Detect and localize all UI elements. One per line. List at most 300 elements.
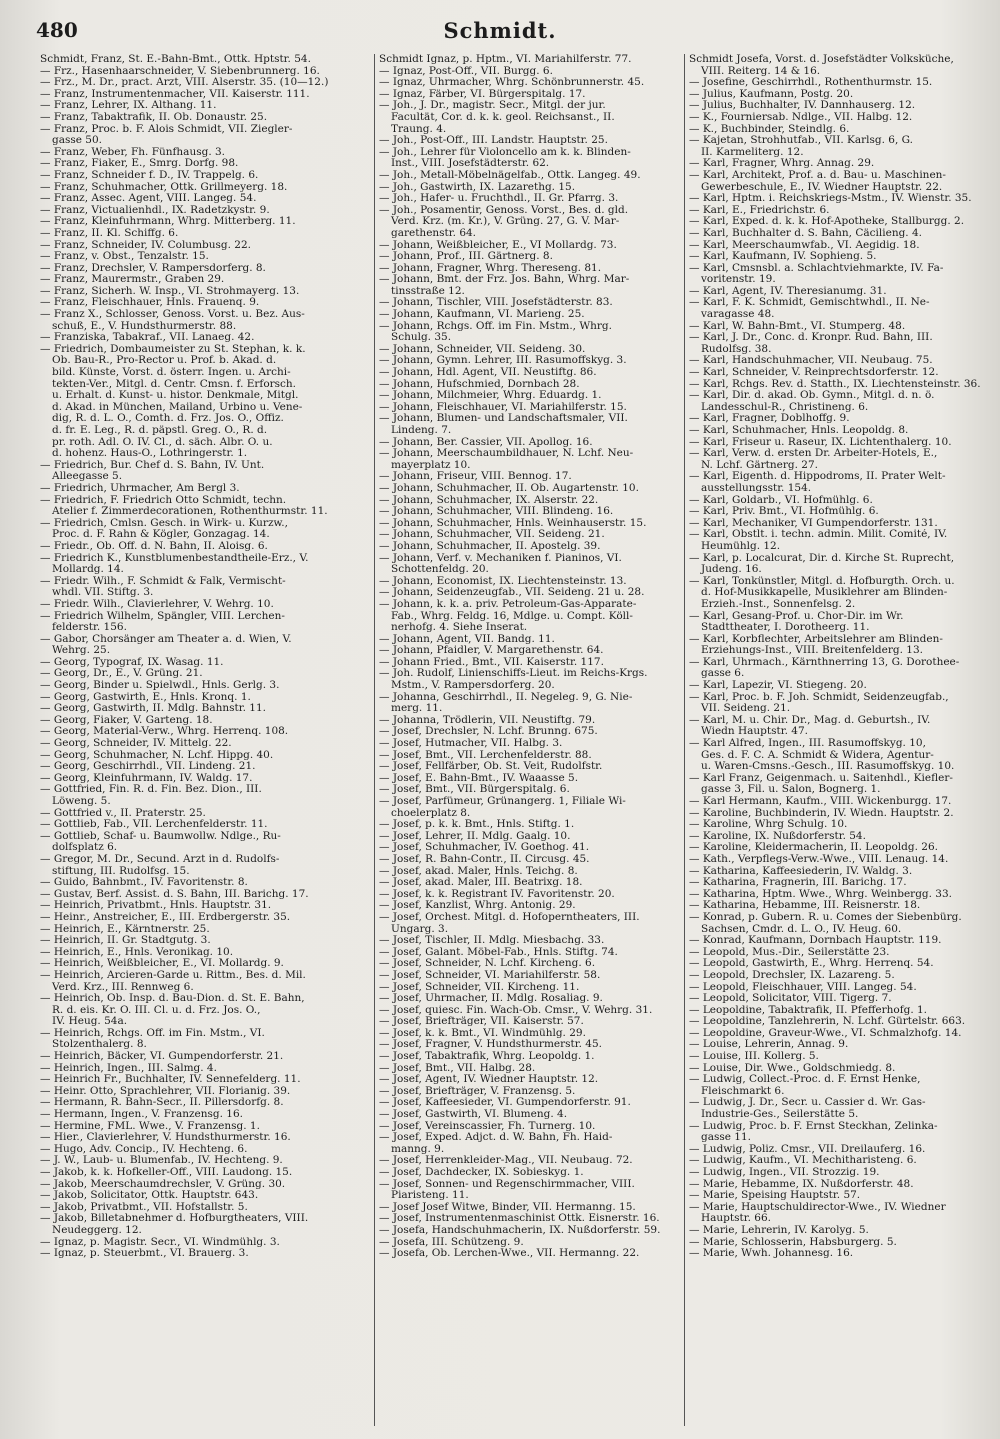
directory-entry-continuation: Erzieh.-Inst., Sonnenfelsg. 2.: [701, 598, 856, 610]
directory-entry: — Josef, Kanzlist, Whrg. Antonig. 29.: [379, 900, 576, 912]
directory-entry: — Josef, Parfümeur, Grünangerg. 1, Filiale Wi-: [379, 796, 626, 807]
directory-entry: — Franz, v. Obst., Tenzalstr. 15.: [40, 251, 209, 263]
directory-entry-continuation: stiftung, III. Rudolfsg. 15.: [52, 865, 190, 877]
directory-entry: — Heinrich, Arcieren-Garde u. Rittm., Bes. d. Mil.: [40, 969, 306, 981]
directory-entry: — Johann Fried., Bmt., VII. Kaiserstr. 117.: [379, 656, 604, 668]
directory-entry: — Frz., M. Dr., pract. Arzt, VIII. Alserstr. 35. (10—12.): [40, 77, 329, 89]
directory-entry: — Friedrich, Bur. Chef d. S. Bahn, IV. Unt.: [40, 459, 265, 471]
directory-entry: — Franz, Assec. Agent, VIII. Langeg. 54.: [40, 193, 257, 205]
directory-entry: — K., Fourniersab. Ndlge., VII. Halbg. 12.: [689, 111, 913, 123]
directory-entry: — Joh., Gastwirth, IX. Lazarethg. 15.: [379, 181, 576, 193]
directory-entry: — Marie, Speising Hauptstr. 57.: [689, 1190, 861, 1202]
directory-entry: — Heinr., Anstreicher, E., III. Erdbergerstr. 35.: [40, 911, 291, 923]
directory-entry: — Heinrich, Ob. Insp. d. Bau-Dion. d. St. E. Bahn,: [40, 993, 305, 1005]
directory-entry-continuation: tinsstraße 12.: [391, 285, 465, 297]
directory-entry: — Karl, Korbflechter, Arbeitslehrer am Blinden-: [689, 633, 943, 645]
directory-entry: — J. W., Laub- u. Blumenfab., IV. Hechteng. 9.: [40, 1155, 283, 1167]
directory-entry: — Karl, Rchgs. Rev. d. Statth., IX. Liechtensteinstr. 36.: [689, 378, 981, 390]
directory-entry: — Josef, Galant. Möbel-Fab., Hnls. Stiftg. 74.: [379, 946, 618, 958]
directory-entry: — Franz, Lehrer, IX. Althang. 11.: [40, 100, 217, 112]
directory-entry: — Josef, Bmt., VII. Halbg. 28.: [379, 1062, 536, 1074]
directory-entry: — Franz, Proc. b. F. Alois Schmidt, VII. Ziegler-: [40, 123, 293, 135]
directory-entry-continuation: d. Hof-Musikkapelle, Musiklehrer am Blinden-: [701, 587, 948, 599]
directory-entry: — Leopold, Mus.-Dir., Seilerstätte 23.: [689, 946, 890, 958]
directory-entry: — Josef, Drechsler, N. Lchf. Brunng. 675.: [379, 726, 598, 738]
directory-entry: — Friedr. Wilh., Clavierlehrer, V. Wehrg. 10.: [40, 598, 274, 610]
directory-entry-continuation: VIII. Reiterg. 14 & 16.: [701, 65, 821, 77]
directory-entry: — Josef, Exped. Adjct. d. W. Bahn, Fh. Haid-: [379, 1132, 613, 1144]
directory-entry-continuation: Fleischmarkt 6.: [701, 1085, 785, 1097]
directory-entry-continuation: gasse 6.: [701, 668, 745, 680]
directory-entry-continuation: whdl. VII. Stiftg. 3.: [52, 587, 154, 599]
directory-entry: — Josef, Tabaktrafik, Whrg. Leopoldg. 1.: [379, 1051, 595, 1063]
directory-entry: — Georg, Gastwirth, E., Hnls. Kronq. 1.: [40, 691, 251, 703]
directory-entry: — Franz, Schuhmacher, Ottk. Grillmeyerg. 18.: [40, 181, 288, 193]
directory-entry: — Karl, Exped. d. k. k. Hof-Apotheke, Stallburgg. 2.: [689, 216, 965, 228]
directory-entry: — Franz, Schneider, IV. Columbusg. 22.: [40, 239, 251, 251]
directory-entry-continuation: ausstellungsstr. 154.: [701, 482, 812, 494]
directory-entry: — Franz, Sicherh. W. Insp., VI. Strohmayerg. 13.: [40, 285, 300, 297]
directory-entry-continuation: choelerplatz 8.: [391, 807, 471, 819]
directory-entry: — Johann, Blumen- und Landschaftsmaler, VII.: [379, 413, 628, 425]
directory-entry-continuation: II. Karmeliterg. 12.: [701, 146, 804, 158]
directory-entry-continuation: pr. roth. Adl. O. IV. Cl., d. säch. Albr. O. u.: [52, 436, 273, 448]
directory-entry: — Karl, Uhrmach., Kärnthnerring 13, G. Dorothee-: [689, 656, 960, 668]
directory-entry: — Josef, Agent, IV. Wiedner Hauptstr. 12.: [379, 1074, 599, 1086]
directory-entry: — Leopold, Gastwirth, E., Whrg. Herrenq. 54.: [689, 958, 934, 970]
directory-entry: — Franz, Instrumentenmacher, VII. Kaiserstr. 111.: [40, 88, 310, 100]
directory-entry: — Konrad, Kaufmann, Dornbach Hauptstr. 119.: [689, 935, 942, 947]
directory-entry: — Georg, Binder u. Spielwdl., Hnls. Gerlg. 3.: [40, 680, 280, 692]
directory-entry-continuation: dig, R. d. L. O., Comth. d. Frz. Jos. O., Offiz.: [52, 413, 284, 425]
directory-entry: — Joh. Rudolf, Linienschiffs-Lieut. im Reichs-Krgs.: [379, 668, 648, 680]
directory-entry: — Josef, akad. Maler, Hnls. Teichg. 8.: [379, 865, 578, 877]
directory-entry: — Jakob, Solicitator, Ottk. Hauptstr. 643.: [40, 1190, 259, 1202]
directory-entry: — Johann, Hufschmied, Dornbach 28.: [379, 378, 580, 390]
directory-entry-continuation: Verd. Krz., III. Rennweg 6.: [52, 981, 194, 993]
directory-entry: — Ludwig, Poliz. Cmsr., VII. Dreilauferg. 16.: [689, 1143, 926, 1155]
directory-entry: — Josef, k. k. Registrant IV. Favoritenstr. 20.: [379, 888, 615, 900]
directory-entry-continuation: Piaristeng. 11.: [391, 1190, 469, 1202]
directory-entry: — Georg, Gastwirth, II. Mdlg. Bahnstr. 11.: [40, 703, 267, 715]
directory-entry: — Franziska, Tabakraf., VII. Lanaeg. 42.: [40, 332, 255, 344]
directory-entry: — Jakob, Meerschaumdrechsler, V. Grüng. 30.: [40, 1178, 286, 1190]
directory-entry: — Ignaz, p. Magistr. Secr., VI. Windmühlg. 3.: [40, 1236, 280, 1248]
directory-entry-continuation: Hauptstr. 66.: [701, 1213, 771, 1225]
directory-entry: — Friedr., Ob. Off. d. N. Bahn, II. Aloisg. 6.: [40, 540, 268, 552]
directory-entry: — Joh., Post-Off., III. Landstr. Hauptstr. 25.: [379, 135, 608, 147]
directory-entry: — Karl, Tonkünstler, Mitgl. d. Hofburgth. Orch. u.: [689, 575, 955, 587]
directory-entry: — Joh., Hafer- u. Fruchthdl., II. Gr. Pfarrg. 3.: [379, 193, 619, 205]
directory-entry: — Gottlieb, Schaf- u. Baumwollw. Ndlge., Ru-: [40, 830, 281, 842]
directory-entry: — Franz, Fleischhauer, Hnls. Frauenq. 9.: [40, 297, 260, 309]
directory-entry-continuation: nerhofg. 4. Siehe Inserat.: [391, 622, 528, 634]
directory-entry: — Karl, Handschuhmacher, VII. Neubaug. 75.: [689, 355, 933, 367]
directory-entry: — Kajetan, Strohhutfab., VII. Karlsg. 6, G.: [689, 135, 913, 147]
directory-entry-continuation: Heumühlg. 12.: [701, 540, 781, 552]
directory-entry: Schmidt Ignaz, p. Hptm., VI. Mariahilferstr. 77.: [379, 54, 632, 65]
directory-entry: — Josef, Bmt., VII. Bürgerspitalg. 6.: [379, 784, 570, 796]
directory-entry: — Hugo, Adv. Concip., IV. Hechteng. 6.: [40, 1143, 248, 1155]
directory-entry: — Guido, Bahnbmt., IV. Favoritenstr. 8.: [40, 877, 248, 889]
directory-entry: — Karoline, IX. Nußdorferstr. 54.: [689, 830, 866, 842]
directory-entry: — Leopold, Fleischhauer, VIII. Langeg. 54.: [689, 981, 917, 993]
directory-entry: — Johann, Schuhmacher, VII. Seideng. 21.: [379, 529, 605, 541]
directory-entry-continuation: Ob. Bau-R., Pro-Rector u. Prof. b. Akad. d.: [52, 355, 277, 367]
directory-entry: — Frz., Hasenhaarschneider, V. Siebenbrunnerg. 16.: [40, 65, 320, 77]
directory-entry: — Gregor, M. Dr., Secund. Arzt in d. Rudolfs-: [40, 853, 280, 865]
directory-entry-continuation: manng. 9.: [391, 1143, 445, 1155]
directory-entry: — Karl, Architekt, Prof. a. d. Bau- u. Maschinen-: [689, 169, 946, 181]
directory-entry: — Louise, III. Kollerg. 5.: [689, 1051, 819, 1063]
directory-entry: — Johann, Pfaidler, V. Margarethenstr. 64.: [379, 645, 604, 657]
directory-entry-continuation: Inst., VIII. Josefstädterstr. 62.: [391, 158, 550, 170]
directory-entry-continuation: merg. 11.: [391, 703, 443, 715]
directory-entry-continuation: Ges. d. F. C. A. Schmidt & Widera, Agentur-: [701, 749, 934, 761]
directory-entry: — Franz, Schneider f. D., IV. Trappelg. 6.: [40, 169, 259, 181]
directory-entry: — Ignaz, Post-Off., VII. Burgg. 6.: [379, 65, 553, 77]
directory-entry: — Heinrich Fr., Buchhalter, IV. Sennefelderg. 11.: [40, 1074, 301, 1086]
directory-entry: — Georg, Typograf, IX. Wasag. 11.: [40, 656, 224, 668]
directory-entry: — Karl, Obstlt. i. techn. admin. Milit. Comité, IV.: [689, 529, 948, 541]
directory-entry: — Karl, Mechaniker, VI Gumpendorferstr. 131.: [689, 517, 938, 529]
directory-entry: — Friedrich K., Kunstblumenbestandtheile-Erz., V.: [40, 552, 309, 564]
directory-entry: — Josefine, Geschirrhdl., Rothenthurmstr. 15.: [689, 77, 933, 89]
directory-entry: — Marie, Hebamme, IX. Nußdorferstr. 48.: [689, 1178, 914, 1190]
directory-entry: — Josef, Vereinscassier, Fh. Turnerg. 10.: [379, 1120, 596, 1132]
directory-entry: — Karl, Fragner, Whrg. Annag. 29.: [689, 158, 875, 170]
directory-entry: — Johann, Verf. v. Mechaniken f. Pianinos, VI.: [379, 552, 622, 564]
directory-entry: — Johann, Economist, IX. Liechtensteinstr. 13.: [379, 575, 627, 587]
directory-entry: — Josefa, Handschuhmacherin, IX. Nußdorferstr. 59.: [379, 1224, 661, 1236]
directory-entry-continuation: Sachsen, Cmdr. d. L. O., IV. Heug. 60.: [701, 923, 902, 935]
directory-entry: — Josef, Fellfärber, Ob. St. Veit, Rudolfstr.: [379, 761, 603, 773]
directory-entry-continuation: voritenstr. 19.: [701, 274, 776, 286]
directory-entry: — Georg, Geschirrhdl., VII. Lindeng. 21.: [40, 761, 256, 773]
directory-entry: — Josef, Instrumentenmaschinist Ottk. Eisnerstr. 16.: [379, 1213, 660, 1225]
directory-entry-continuation: d. fr. E. Leg., R. d. päpstl. Greg. O., R. d.: [52, 425, 268, 436]
directory-entry: — Johann, Agent, VII. Bandg. 11.: [379, 633, 555, 645]
directory-entry: — Franz X., Schlosser, Genoss. Vorst. u. Bez. Aus-: [40, 309, 305, 321]
directory-entry: — Karl, Dir. d. akad. Ob. Gymn., Mitgl. d. n. ö.: [689, 390, 935, 402]
column-2: [374, 54, 682, 1426]
directory-entry: — Johann, Seidenzeugfab., VII. Seideng. 21 u. 28.: [379, 587, 645, 599]
directory-entry: — Karl, F. K. Schmidt, Gemischtwhdl., II. Ne-: [689, 297, 930, 309]
directory-entry: — Franz, Fiaker, E., Smrg. Dorfg. 98.: [40, 158, 239, 170]
directory-entry: — Franz, Victualienhdl., IX. Radetzkystr. 9.: [40, 204, 270, 216]
directory-entry-continuation: gasse 50.: [52, 135, 103, 147]
directory-entry: — Johann, Schuhmacher, VIII. Blindeng. 16.: [379, 506, 614, 518]
directory-entry: — Johann, Fragner, Whrg. Thereseng. 81.: [379, 262, 602, 274]
directory-entry: — Johann, Kaufmann, VI. Marieng. 25.: [379, 309, 585, 321]
directory-entry: — Josef, Schuhmacher, IV. Goethog. 41.: [379, 842, 590, 854]
directory-entry: — Marie, Schlosserin, Habsburgerg. 5.: [689, 1236, 897, 1248]
directory-entry: — Heinrich, Bäcker, VI. Gumpendorferstr. 21.: [40, 1051, 284, 1063]
directory-entry: — Karl, Meerschaumwfab., VI. Aegidig. 18.: [689, 239, 920, 251]
directory-entry: — Gustav, Berf. Assist. d. S. Bahn, III. Barichg. 17.: [40, 888, 309, 900]
directory-entry-continuation: Ungarg. 3.: [391, 923, 449, 935]
directory-entry: — Heinr. Otto, Sprachlehrer, VII. Florianig. 39.: [40, 1085, 291, 1097]
directory-entry: — Franz, Kleinfuhrmann, Whrg. Mitterberg. 11.: [40, 216, 296, 228]
directory-entry: — Karoline, Whrg Schulg. 10.: [689, 819, 848, 831]
directory-entry-continuation: Schulg. 35.: [391, 332, 452, 344]
directory-entry: — Joh., Metall-Möbelnägelfab., Ottk. Langeg. 49.: [379, 169, 641, 181]
directory-entry: — Friedrich, F. Friedrich Otto Schmidt, techn.: [40, 494, 287, 506]
directory-entry: — Josef, Tischler, II. Mdlg. Miesbachg. 33.: [379, 935, 605, 947]
directory-entry: — Katharina, Hebamme, III. Reisnerstr. 18.: [689, 900, 921, 912]
directory-entry: — Johann, Prof., III. Gärtnerg. 8.: [379, 251, 553, 263]
directory-entry: — Karoline, Buchbinderin, IV. Wiedn. Hauptstr. 2.: [689, 807, 954, 819]
directory-entry: — Josefa, Ob. Lerchen-Wwe., VII. Hermanng. 22.: [379, 1248, 640, 1260]
directory-entry: — Karl Franz, Geigenmach. u. Saitenhdl., Kiefler-: [689, 772, 953, 784]
directory-entry: — Hermann, R. Bahn-Secr., II. Pillersdorfg. 8.: [40, 1097, 284, 1109]
directory-entry: — Josef, Schneider, VII. Kircheng. 11.: [379, 981, 580, 993]
directory-entry-continuation: Traung. 4.: [391, 123, 447, 135]
directory-entry-continuation: Stolzenthalerg. 8.: [52, 1039, 147, 1051]
directory-entry: — Josef, Schneider, VI. Mariahilferstr. 58.: [379, 969, 601, 981]
directory-entry: — Johann, Schuhmacher, II. Ob. Augartenstr. 10.: [379, 482, 639, 494]
directory-entry: — Gabor, Chorsänger am Theater a. d. Wien, V.: [40, 633, 292, 645]
directory-entry: — Karl, E., Friedrichstr. 6.: [689, 204, 830, 216]
directory-entry: — Leopold, Drechsler, IX. Lazareng. 5.: [689, 969, 895, 981]
directory-entry: — Friedrich, Dombaumeister zu St. Stephan, k. k.: [40, 343, 306, 355]
directory-entry: — Konrad, p. Gubern. R. u. Comes der Siebenbürg.: [689, 911, 962, 923]
directory-entry: — Hier., Clavierlehrer, V. Hundsthurmerstr. 16.: [40, 1132, 291, 1144]
directory-entry: — Louise, Dir. Wwe., Goldschmiedg. 8.: [689, 1062, 896, 1074]
directory-entry-continuation: Rudolfsg. 38.: [701, 343, 772, 355]
directory-entry: — Ignaz, Uhrmacher, Whrg. Schönbrunnerstr. 45.: [379, 77, 645, 89]
directory-entry-continuation: gasse 3, Fil. u. Salon, Bognerg. 1.: [701, 784, 881, 796]
directory-entry: — Ludwig, Ingen., VII. Strozzig. 19.: [689, 1167, 880, 1178]
directory-entry: — Johann, Schneider, VII. Seideng. 30.: [379, 343, 586, 355]
directory-entry: — Gottfried v., II. Praterstr. 25.: [40, 807, 206, 819]
directory-entry: — Ludwig, Collect.-Proc. d. F. Ernst Henke,: [689, 1074, 921, 1086]
directory-entry: — Johanna, Geschirrhdl., II. Negeleg. 9, G. Nie-: [379, 691, 633, 703]
directory-entry-continuation: schuß, E., V. Hundsthurmerstr. 88.: [52, 320, 237, 332]
directory-entry-continuation: Wiedn Hauptstr. 47.: [701, 726, 808, 738]
directory-entry: — Karl, p. Localcurat, Dir. d. Kirche St. Ruprecht,: [689, 552, 955, 564]
directory-entry: — Franz, Drechsler, V. Rampersdorferg. 8.: [40, 262, 266, 274]
directory-entry: — Josef, Kaffeesieder, VI. Gumpendorferstr. 91.: [379, 1097, 631, 1109]
directory-entry-continuation: gasse 11.: [701, 1132, 752, 1144]
directory-entry: — Johann, k. k. a. priv. Petroleum-Gas-Apparate-: [379, 598, 637, 610]
directory-entry: — Karl, Fragner, Doblhoffg. 9.: [689, 413, 850, 425]
directory-entry: — Friedr. Wilh., F. Schmidt & Falk, Vermischt-: [40, 575, 286, 587]
directory-entry-continuation: Lindeng. 7.: [391, 425, 452, 436]
directory-entry: — Josef, Briefträger, VII. Kaiserstr. 57.: [379, 1016, 584, 1028]
directory-entry-continuation: Verd. Krz. (m. Kr.), V. Grüng. 27, G. V. Mar-: [391, 216, 620, 228]
directory-entry: — Josef, Bmt., VII. Lerchenfelderstr. 88.: [379, 749, 592, 761]
directory-entry-continuation: Alleegasse 5.: [52, 471, 123, 483]
directory-entry: — Franz, Tabaktrafik, II. Ob. Donaustr. 25.: [40, 111, 268, 123]
directory-entry: — Jakob, k. k. Hofkeller-Off., VIII. Laudong. 15.: [40, 1167, 293, 1178]
directory-entry: — Johann, Gymn. Lehrer, III. Rasumoffskyg. 3.: [379, 355, 627, 367]
directory-entry: — Johann, Hdl. Agent, VII. Neustiftg. 86.: [379, 367, 597, 379]
directory-entry: — Heinrich, II. Gr. Stadtgutg. 3.: [40, 935, 211, 947]
directory-entry: — Joh., Lehrer für Violoncello am k. k. Blinden-: [379, 146, 631, 158]
directory-entry: — Josef, k. k. Bmt., VI. Windmühlg. 29.: [379, 1027, 586, 1039]
directory-entry: — Johann, Weißbleicher, E., VI Mollardg. 73.: [379, 239, 617, 251]
directory-entry: — Marie, Wwh. Johannesg. 16.: [689, 1248, 854, 1260]
directory-entry-continuation: Judeng. 16.: [701, 564, 762, 576]
directory-entry: — Karl, Schneider, V. Reinprechtsdorferstr. 12.: [689, 367, 939, 379]
directory-entry: — Josef, Dachdecker, IX. Sobieskyg. 1.: [379, 1167, 584, 1178]
directory-entry: — Georg, Material-Verw., Whrg. Herrenq. 108.: [40, 726, 289, 738]
directory-entry-continuation: Fab., Whrg. Feldg. 16, Mdlge. u. Compt. Köll-: [391, 610, 633, 622]
directory-entry: — Josef, Briefträger, V. Franzensg. 5.: [379, 1085, 576, 1097]
directory-entry: — Hermann, Ingen., V. Franzensg. 16.: [40, 1109, 244, 1121]
directory-entry: — Georg, Schuhmacher, N. Lchf. Hippg. 40.: [40, 749, 274, 761]
directory-entry-continuation: Proc. d. F. Rahn & Kögler, Gonzagag. 14.: [52, 529, 270, 541]
directory-entry: — Karl, W. Bahn-Bmt., VI. Stumperg. 48.: [689, 320, 906, 332]
directory-entry: — Josef, Uhrmacher, II. Mdlg. Rosaliag. 9.: [379, 993, 603, 1005]
directory-entry: — Josef, Gastwirth, VI. Blumeng. 4.: [379, 1109, 568, 1121]
directory-entry: — Katharina, Fragnerin, III. Barichg. 17.: [689, 877, 907, 889]
directory-entry-continuation: d. Akad. in München, Mailand, Urbino u. Vene-: [52, 401, 303, 413]
directory-entry: — Josefa, III. Schützeng. 9.: [379, 1236, 524, 1248]
directory-entry-continuation: Löweng. 5.: [52, 796, 111, 807]
page-title: Schmidt.: [443, 18, 557, 43]
directory-entry: — Georg, Kleinfuhrmann, IV. Waldg. 17.: [40, 772, 253, 784]
directory-entry: — Franz, Maurermstr., Graben 29.: [40, 274, 225, 286]
directory-entry: — Josef, Sonnen- und Regenschirmmacher, VIII.: [379, 1178, 635, 1190]
directory-entry: — Georg, Dr., E., V. Grüng. 21.: [40, 668, 203, 680]
directory-entry: — Louise, Lehrerin, Annag. 9.: [689, 1039, 849, 1051]
directory-entry: — Johann, Friseur, VIII. Bennog. 17.: [379, 471, 572, 483]
directory-entry: — Ludwig, Proc. b. F. Ernst Steckhan, Zelinka-: [689, 1120, 938, 1132]
directory-entry: — Ignaz, Färber, VI. Bürgerspitalg. 17.: [379, 88, 586, 100]
directory-entry: — Josef Josef Witwe, Binder, VII. Hermanng. 15.: [379, 1201, 636, 1213]
directory-entry: — Friedrich Wilhelm, Spängler, VIII. Lerchen-: [40, 610, 285, 622]
directory-entry: — Josef, R. Bahn-Contr., II. Circusg. 45.: [379, 853, 590, 865]
directory-entry: — Johann, Fleischhauer, VI. Mariahilferstr. 15.: [379, 401, 627, 413]
directory-entry: — Karl, Goldarb., VI. Hofmühlg. 6.: [689, 494, 873, 506]
directory-entry: — Josef, akad. Maler, III. Beatrixg. 18.: [379, 877, 583, 889]
directory-entry: — Georg, Schneider, IV. Mittelg. 22.: [40, 738, 232, 750]
directory-entry: — Karl Alfred, Ingen., III. Rasumoffskyg. 10,: [689, 738, 926, 750]
directory-entry-continuation: Stadttheater, I. Dorotheerg. 11.: [701, 622, 870, 634]
directory-entry: — Heinrich, Rchgs. Off. im Fin. Mstm., VI.: [40, 1027, 265, 1039]
page-header: [0, 18, 1000, 46]
directory-entry-continuation: Atelier f. Zimmerdecorationen, Rothenthurmstr. 11.: [52, 506, 328, 518]
directory-entry: — Heinrich, Weißbleicher, E., VI. Mollardg. 9.: [40, 958, 284, 970]
directory-entry-continuation: felderstr. 156.: [52, 622, 127, 634]
directory-entry: — Karl, Kaufmann, IV. Sophieng. 5.: [689, 251, 877, 263]
directory-entry: — Josef, Lehrer, II. Mdlg. Gaalg. 10.: [379, 830, 571, 842]
directory-entry: — Josef, quiesc. Fin. Wach-Ob. Cmsr., V. Wehrg. 31.: [379, 1004, 653, 1016]
directory-entry: — Josef, p. k. k. Bmt., Hnls. Stiftg. 1.: [379, 819, 575, 831]
directory-entry: — Karl, Agent, IV. Theresianumg. 31.: [689, 285, 887, 297]
directory-entry-continuation: mayerplatz 10.: [391, 459, 471, 471]
directory-entry-continuation: Schottenfeldg. 20.: [391, 564, 489, 576]
directory-entry: — Julius, Kaufmann, Postg. 20.: [689, 88, 854, 100]
column-1: [40, 54, 370, 1426]
directory-entry-continuation: Erziehungs-Inst., VIII. Breitenfelderg. 13.: [701, 645, 923, 657]
directory-entry-continuation: Mollardg. 14.: [52, 564, 124, 576]
directory-entry: — Josef, E. Bahn-Bmt., IV. Waaasse 5.: [379, 772, 579, 784]
directory-entry: — Johann, Ber. Cassier, VII. Apollog. 16.: [379, 436, 593, 448]
directory-entry: — Karl, Schuhmacher, Hnls. Leopoldg. 8.: [689, 425, 909, 436]
directory-entry: — Josef, Fragner, V. Hundsthurmerstr. 45.: [379, 1039, 602, 1051]
directory-entry: Schmidt, Franz, St. E.-Bahn-Bmt., Ottk. Hptstr. 54.: [40, 54, 311, 65]
directory-entry: — Karl, Hptm. i. Reichskriegs-Mstm., IV. Wienstr. 35.: [689, 193, 972, 205]
directory-entry: — Joh., J. Dr., magistr. Secr., Mitgl. der jur.: [379, 100, 606, 112]
directory-entry: — Friedrich, Cmlsn. Gesch. in Wirk- u. Kurzw.,: [40, 517, 288, 529]
directory-entry-continuation: R. d. eis. Kr. O. III. Cl. u. d. Frz. Jos. O.,: [52, 1004, 261, 1016]
directory-entry: — Johann, Bmt. der Frz. Jos. Bahn, Whrg. Mar-: [379, 274, 630, 286]
directory-entry: — Karoline, Kleidermacherin, II. Leopoldg. 26.: [689, 842, 938, 854]
directory-entry-continuation: Facultät, Cor. d. k. k. geol. Reichsanst., II.: [391, 111, 615, 123]
directory-entry: — Karl, Gesang-Prof. u. Chor-Dir. im Wr.: [689, 610, 904, 622]
directory-entry: — Heinrich, Ingen., III. Salmg. 4.: [40, 1062, 217, 1074]
directory-entry: — Leopoldine, Tanzlehrerin, N. Lchf. Gürtelstr. 663.: [689, 1016, 966, 1028]
directory-entry: — Karl, Friseur u. Raseur, IX. Lichtenthalerg. 10.: [689, 436, 952, 448]
directory-entry: — Joh., Posamentir, Genoss. Vorst., Bes. d. gld.: [379, 204, 629, 216]
directory-entry: — Johann, Schuhmacher, II. Apostelg. 39.: [379, 540, 601, 552]
directory-entry-continuation: Landesschul-R., Christineng. 6.: [701, 401, 869, 413]
directory-entry: — Ignaz, p. Steuerbmt., VI. Brauerg. 3.: [40, 1248, 249, 1260]
directory-entry-continuation: u. Waren-Cmsns.-Gesch., III. Rasumoffskyg. 10.: [701, 761, 955, 773]
directory-entry: — Jakob, Privatbmt., VII. Hofstallstr. 5.: [40, 1201, 248, 1213]
directory-entry: — Friedrich, Uhrmacher, Am Bergl 3.: [40, 482, 240, 494]
directory-entry: — Josef, Orchest. Mitgl. d. Hofoperntheaters, III.: [379, 911, 640, 923]
directory-entry-continuation: N. Lchf. Gärtnerg. 27.: [701, 459, 818, 471]
directory-entry-continuation: Mstm., V. Rampersdorferg. 20.: [391, 680, 555, 692]
directory-entry-continuation: Neudeggerg. 12.: [52, 1224, 142, 1236]
directory-entry: — Julius, Buchhalter, IV. Dannhauserg. 12.: [689, 100, 916, 112]
directory-entry: — Katharina, Hptm. Wwe., Whrg. Weinbergg. 33.: [689, 888, 953, 900]
directory-entry: — Karl, J. Dr., Conc. d. Kronpr. Rud. Bahn, III.: [689, 332, 933, 344]
directory-entry-continuation: Gewerbeschule, E., IV. Wiedner Hauptstr. 22.: [701, 181, 943, 193]
directory-entry: — Franz, II. Kl. Schiffg. 6.: [40, 227, 179, 239]
directory-entry: — Gottfried, Fin. R. d. Fin. Bez. Dion., III.: [40, 784, 262, 796]
directory-entry: — Leopoldine, Tabaktrafik, II. Pfefferhofg. 1.: [689, 1004, 928, 1016]
directory-entry: — Jakob, Billetabnehmer d. Hofburgtheaters, VIII.: [40, 1213, 309, 1225]
directory-entry: — Josef, Hutmacher, VII. Halbg. 3.: [379, 738, 563, 750]
directory-entry: — Karl, Lapezir, VI. Stiegeng. 20.: [689, 680, 867, 692]
directory-entry: — Heinrich, E., Hnls. Veronikag. 10.: [40, 946, 234, 958]
directory-entry-continuation: IV. Heug. 54a.: [52, 1016, 128, 1028]
directory-entry-continuation: dolfsplatz 6.: [52, 842, 118, 854]
directory-entry-continuation: Wehrg. 25.: [52, 645, 111, 657]
directory-entry-continuation: varagasse 48.: [701, 309, 775, 321]
directory-entry: — Karl, Cmsnsbl. a. Schlachtviehmarkte, IV. Fa-: [689, 262, 944, 274]
directory-entry: — Josef, Herrenkleider-Mag., VII. Neubaug. 72.: [379, 1155, 633, 1167]
directory-entry: — Katharina, Kaffeesiederin, IV. Waldg. 3.: [689, 865, 913, 877]
directory-entry: — Hermine, FML. Wwe., V. Franzensg. 1.: [40, 1120, 260, 1132]
directory-entry: — Johann, Schuhmacher, Hnls. Weinhauserstr. 15.: [379, 517, 647, 529]
directory-entry: — Leopoldine, Graveur-Wwe., VI. Schmalzhofg. 14.: [689, 1027, 962, 1039]
directory-entry-continuation: Industrie-Ges., Seilerstätte 5.: [701, 1109, 859, 1121]
directory-entry: — K., Buchbinder, Steindlg. 6.: [689, 123, 850, 135]
directory-entry: — Johann, Milchmeier, Whrg. Eduardg. 1.: [379, 390, 602, 402]
directory-entry: — Karl, Verw. d. ersten Dr. Arbeiter-Hotels, E.,: [689, 448, 938, 460]
directory-entry: — Kath., Verpflegs-Verw.-Wwe., VIII. Lenaug. 14.: [689, 853, 949, 865]
directory-entry: — Franz, Weber, Fh. Fünfhausg. 3.: [40, 146, 226, 158]
directory-entry: — Johann, Schuhmacher, IX. Alserstr. 22.: [379, 494, 599, 506]
directory-entry: — Johann, Tischler, VIII. Josefstädterstr. 83.: [379, 297, 613, 309]
directory-entry: — Marie, Lehrerin, IV. Karolyg. 5.: [689, 1224, 869, 1236]
directory-entry: — Ludwig, J. Dr., Secr. u. Cassier d. Wr. Gas-: [689, 1097, 926, 1109]
directory-entry: — Karl, Buchhalter d. S. Bahn, Cäcilieng. 4.: [689, 227, 922, 239]
directory-entry: — Karl, Proc. b. F. Joh. Schmidt, Seidenzeugfab.,: [689, 691, 949, 703]
directory-entry: — Gottlieb, Fab., VII. Lerchenfelderstr. 11.: [40, 819, 268, 831]
directory-entry: — Johanna, Trödlerin, VII. Neustiftg. 79.: [379, 714, 596, 726]
page-number: 480: [36, 18, 78, 42]
directory-entry: — Marie, Hauptschuldirector-Wwe., IV. Wiedner: [689, 1201, 946, 1213]
directory-entry-continuation: bild. Künste, Vorst. d. österr. Ingen. u. Archi-: [52, 367, 291, 379]
directory-entry: — Ludwig, Kaufm., VI. Mechitharisteng. 6.: [689, 1155, 917, 1167]
